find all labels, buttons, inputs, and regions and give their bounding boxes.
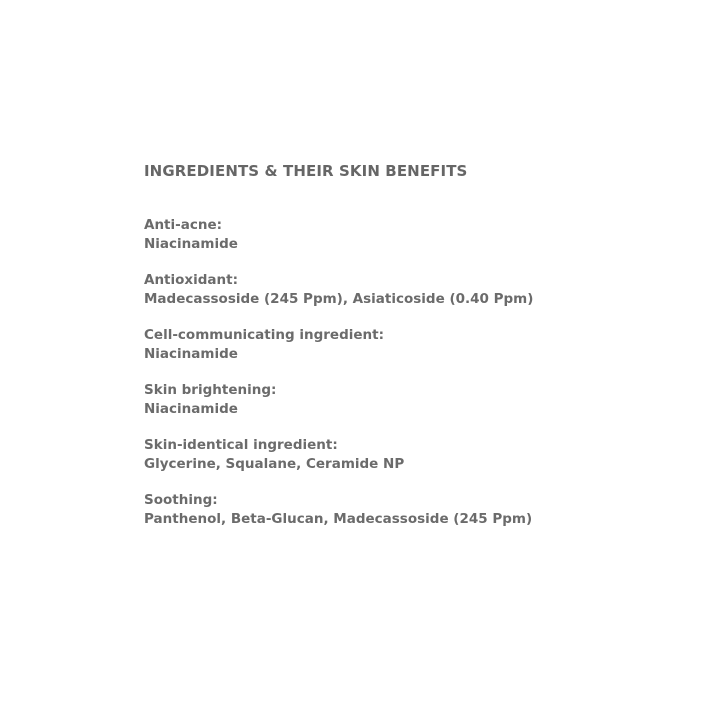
benefit-ingredients: Niacinamide: [144, 401, 238, 417]
benefit-item-soothing: [144, 491, 664, 529]
benefit-ingredients: Niacinamide: [144, 236, 238, 252]
benefit-ingredients: Glycerine, Squalane, Ceramide NP: [144, 456, 405, 472]
benefit-item-skin-identical: [144, 436, 664, 474]
benefit-name: Soothing:: [144, 492, 218, 508]
benefit-item-antioxidant: [144, 271, 664, 309]
page-title: INGREDIENTS & THEIR SKIN BENEFITS: [144, 162, 468, 180]
benefit-name: Skin brightening:: [144, 382, 277, 398]
benefit-ingredients: Madecassoside (245 Ppm), Asiaticoside (0.40 Ppm): [144, 291, 534, 307]
benefit-name: Skin-identical ingredient:: [144, 437, 338, 453]
benefit-name: Antioxidant:: [144, 272, 238, 288]
benefit-ingredients: Panthenol, Beta-Glucan, Madecassoside (245 Ppm): [144, 511, 533, 527]
benefit-name: Anti-acne:: [144, 217, 223, 233]
ingredients-document: [144, 161, 664, 546]
benefit-name: Cell-communicating ingredient:: [144, 327, 384, 343]
benefit-item-cell-communicating: [144, 326, 664, 364]
benefit-item-skin-brightening: [144, 381, 664, 419]
benefit-list: [144, 216, 664, 529]
benefit-ingredients: Niacinamide: [144, 346, 238, 362]
benefit-item-anti-acne: [144, 216, 664, 254]
